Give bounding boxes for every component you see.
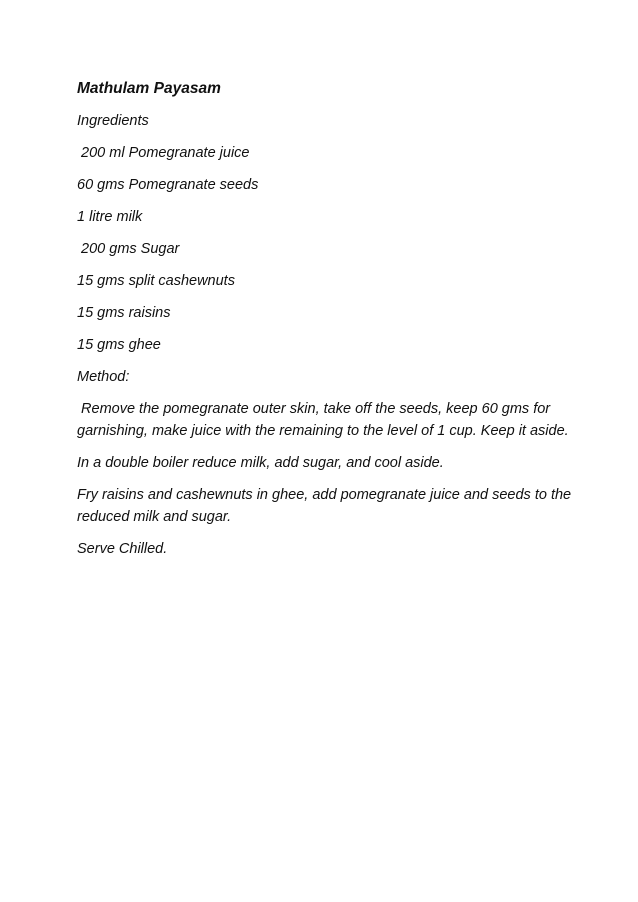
ingredient-item: 15 gms ghee xyxy=(77,337,161,353)
method-step: Remove the pomegranate outer skin, take off the seeds, keep 60 gms for garnishing, make juice with the remaining to the level of 1 cup. Keep it aside. xyxy=(77,401,569,439)
recipe-title: Mathulam Payasam xyxy=(77,80,221,97)
method-steps xyxy=(77,398,577,560)
ingredients-heading: Ingredients xyxy=(77,113,149,129)
method-step: Fry raisins and cashewnuts in ghee, add pomegranate juice and seeds to the reduced milk and sugar. xyxy=(77,487,576,525)
ingredient-item: 1 litre milk xyxy=(77,209,143,225)
ingredient-item: 15 gms split cashewnuts xyxy=(77,273,235,289)
ingredient-item: 200 ml Pomegranate juice xyxy=(77,145,250,161)
method-step: Serve Chilled. xyxy=(77,541,168,557)
method-heading: Method: xyxy=(77,369,130,385)
ingredient-item: 15 gms raisins xyxy=(77,305,171,321)
ingredients-list xyxy=(77,142,577,356)
method-step: In a double boiler reduce milk, add sugar, and cool aside. xyxy=(77,455,444,471)
recipe-content xyxy=(77,78,577,570)
ingredient-item: 200 gms Sugar xyxy=(77,241,180,257)
ingredient-item: 60 gms Pomegranate seeds xyxy=(77,177,259,193)
